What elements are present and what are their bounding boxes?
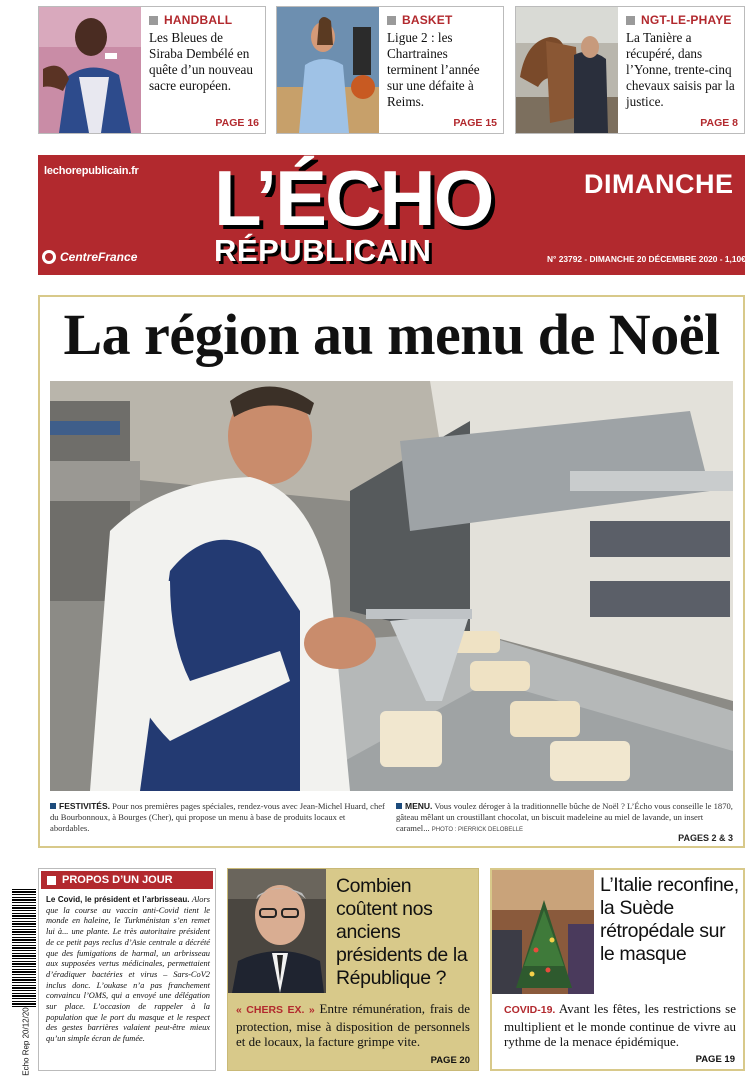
newspaper-logo-bottom: RÉPUBLICAIN (214, 233, 432, 268)
issue-info: N° 23792 - DIMANCHE 20 DÉCEMBRE 2020 - 1,10€ (547, 254, 746, 264)
caption-marker-icon (396, 803, 402, 809)
teaser-text: Ligue 2 : les Chartraines terminent l’année sur une défaite à Reims. (387, 30, 480, 109)
story-anciens-presidents[interactable] (227, 868, 479, 1071)
hollande-photo (228, 869, 326, 993)
middle-headline[interactable]: Combien coûtent nos anciens présidents de la République ? (336, 875, 468, 989)
centre-france-icon (42, 250, 56, 264)
teaser-category: BASKET (387, 13, 497, 27)
teaser-ngt-le-phaye[interactable] (515, 6, 745, 134)
propos-header: PROPOS D’UN JOUR (41, 871, 213, 889)
newspaper-logo-top: L’ÉCHO (214, 154, 493, 242)
masthead (38, 155, 745, 275)
teaser-page-ref[interactable]: PAGE 16 (215, 117, 259, 129)
barcode (8, 887, 36, 1076)
caption-marker-icon (50, 803, 56, 809)
story-italie-suede[interactable] (490, 868, 745, 1071)
day-label: DIMANCHE (584, 169, 734, 199)
teaser-page-ref[interactable]: PAGE 8 (700, 117, 738, 129)
website-url[interactable]: lechorepublicain.fr (44, 165, 139, 177)
propos-dun-jour[interactable] (38, 868, 216, 1071)
middle-text: « CHERS EX. » Entre rémunération, frais de protection, mise à disposition de personnels et de locaux, la facture grimpe vite. (236, 1001, 470, 1049)
right-headline[interactable]: L’Italie reconfine, la Suède rétropédale sur le masque (600, 874, 739, 965)
caption-menu: MENU. Vous voulez déroger à la traditionnelle bûche de Noël ? L’Écho vous conseille le 1870, gâteau mêlant un croustillant chocolat, un biscuit madeleine au miel de lavande, un insert caramel... PHOTO : PIERRICK DELOBELLE (396, 801, 733, 833)
chef-kitchen-photo (50, 381, 733, 791)
teaser-text: La Tanière a récupéré, dans l’Yonne, trente-cinq chevaux saisis par la justice. (626, 30, 735, 109)
teaser-text: Les Bleues de Siraba Dembélé en quête d’un nouveau sacre européen. (149, 30, 253, 93)
basketball-player-photo (277, 7, 379, 133)
christmas-tree-photo (492, 870, 594, 994)
teaser-page-ref[interactable]: PAGE 15 (453, 117, 497, 129)
right-page-ref[interactable]: PAGE 19 (695, 1054, 735, 1065)
teaser-basket[interactable] (276, 6, 504, 134)
main-page-ref[interactable]: PAGES 2 & 3 (678, 833, 733, 843)
right-text: COVID-19. Avant les fêtes, les restrictions se multiplient et le monde continue de vivre au rythme de la menace épidémique. (504, 1001, 736, 1049)
centre-france-logo: CentreFrance (42, 250, 137, 264)
teaser-handball[interactable] (38, 6, 266, 134)
teaser-category: NGT-LE-PHAYE (626, 13, 738, 27)
barcode-date: Echo Rep 20/12/20 (21, 1007, 31, 1076)
teaser-category: HANDBALL (149, 13, 259, 27)
middle-page-ref[interactable]: PAGE 20 (430, 1055, 470, 1066)
main-headline[interactable]: La région au menu de Noël (63, 302, 720, 367)
horse-photo (516, 7, 618, 133)
propos-text: Le Covid, le président et l’arbrisseau. Alors que la course au vaccin anti-Covid tient le monde en haleine, le Turkménistan s’en remet lui à... une plante. Le très autoritaire président de ce petit pays reclus d’Asie centrale a décrété que des fumigations de harmal, un arbrisseau aux supposées vertus médicinales, permettaient d’éradiquer bactéries et virus – Sars-CoV2 inclus donc. L’oukase n’a pas franchement convaincu l’OMS, qui a envoyé une délégation sur place. L’occasion de rappeler à la population que le port du masque et le respect des gestes barrières valaient peut-être mieux qu’un simple écran de fumée. (46, 895, 211, 1044)
main-story[interactable] (38, 295, 745, 848)
handball-player-photo (39, 7, 141, 133)
caption-festivites: FESTIVITÉS. Pour nos premières pages spéciales, rendez-vous avec Jean-Michel Huard, chef du Bourbonnoux, à Bourges (Cher), qui propose un menu à base de produits locaux et abordables. (50, 801, 385, 833)
